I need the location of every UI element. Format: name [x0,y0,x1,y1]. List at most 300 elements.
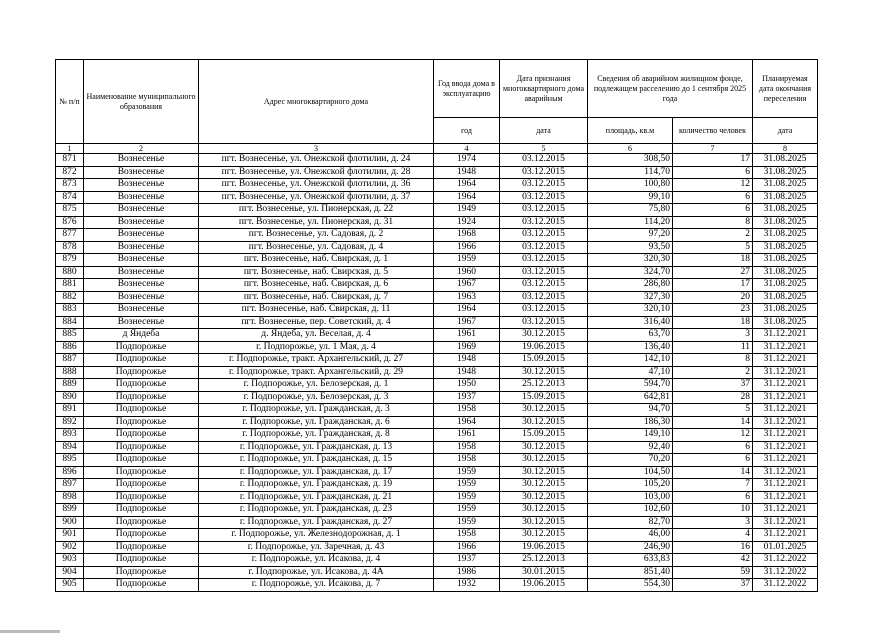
municipality-cell: Подпорожье [84,541,199,554]
table-row [56,466,818,479]
planned-date-cell: 31.08.2025 [753,279,818,292]
planned-date-cell: 31.08.2025 [753,216,818,229]
recognition-date-cell: 30.12.2015 [500,466,588,479]
recognition-date-cell: 30.01.2015 [500,566,588,579]
address-cell: г. Подпорожье, ул. Гражданская, д. 13 [199,441,434,454]
people-cell: 8 [673,354,753,367]
municipality-cell: Вознесенье [84,229,199,242]
column-number-row [56,144,818,154]
recognition-date-cell: 15.09.2015 [500,429,588,442]
year-cell: 1964 [434,304,500,317]
area-cell: 324,70 [588,266,673,279]
year-cell: 1967 [434,279,500,292]
area-cell: 633,83 [588,554,673,567]
people-cell: 3 [673,516,753,529]
row-number: 887 [56,354,84,367]
people-cell: 37 [673,579,753,592]
address-cell: г. Подпорожье, ул. Гражданская, д. 21 [199,491,434,504]
table-row [56,529,818,542]
people-cell: 10 [673,504,753,517]
area-cell: 46,00 [588,529,673,542]
row-number: 889 [56,379,84,392]
recognition-date-cell: 03.12.2015 [500,216,588,229]
planned-date-cell: 31.08.2025 [753,254,818,267]
municipality-cell: Вознесенье [84,191,199,204]
people-cell: 20 [673,291,753,304]
row-number: 882 [56,291,84,304]
area-cell: 93,50 [588,241,673,254]
address-cell: г. Подпорожье, ул. Белозерская, д. 3 [199,391,434,404]
municipality-cell: Подпорожье [84,404,199,417]
address-cell: пгт. Вознесенье, ул. Пионерская, д. 22 [199,204,434,217]
year-cell: 1964 [434,191,500,204]
people-cell: 6 [673,491,753,504]
recognition-date-cell: 30.12.2015 [500,491,588,504]
year-cell: 1963 [434,291,500,304]
table-row [56,479,818,492]
recognition-date-cell: 03.12.2015 [500,166,588,179]
planned-date-cell: 31.12.2021 [753,491,818,504]
recognition-date-cell: 30.12.2015 [500,366,588,379]
planned-date-cell: 31.12.2021 [753,329,818,342]
municipality-cell: Подпорожье [84,529,199,542]
year-cell: 1958 [434,529,500,542]
municipality-cell: Подпорожье [84,579,199,592]
subheader-people: количество человек [673,118,753,144]
table-row [56,491,818,504]
row-number: 893 [56,429,84,442]
address-cell: г. Подпорожье, ул. Железнодорожная, д. 1 [199,529,434,542]
area-cell: 104,50 [588,466,673,479]
table-row [56,266,818,279]
people-cell: 17 [673,279,753,292]
municipality-cell: Подпорожье [84,441,199,454]
year-cell: 1959 [434,516,500,529]
planned-date-cell: 31.12.2021 [753,341,818,354]
table-row [56,379,818,392]
area-cell: 851,40 [588,566,673,579]
column-number: 5 [500,144,588,154]
area-cell: 94,70 [588,404,673,417]
row-number: 872 [56,166,84,179]
municipality-cell: Подпорожье [84,354,199,367]
address-cell: г. Подпорожье, ул. Гражданская, д. 17 [199,466,434,479]
row-number: 900 [56,516,84,529]
people-cell: 12 [673,429,753,442]
people-cell: 27 [673,266,753,279]
recognition-date-cell: 03.12.2015 [500,204,588,217]
area-cell: 105,20 [588,479,673,492]
municipality-cell: Вознесенье [84,304,199,317]
people-cell: 11 [673,341,753,354]
area-cell: 114,70 [588,166,673,179]
area-cell: 82,70 [588,516,673,529]
planned-date-cell: 31.12.2021 [753,404,818,417]
planned-date-cell: 31.08.2025 [753,266,818,279]
people-cell: 2 [673,229,753,242]
column-number: 1 [56,144,84,154]
year-cell: 1959 [434,479,500,492]
address-cell: пгт. Вознесенье, наб. Свирская, д. 7 [199,291,434,304]
municipality-cell: Вознесенье [84,291,199,304]
area-cell: 642,81 [588,391,673,404]
year-cell: 1966 [434,541,500,554]
year-cell: 1937 [434,554,500,567]
address-cell: г. Подпорожье, ул. Белозерская, д. 1 [199,379,434,392]
address-cell: пгт. Вознесенье, ул. Онежской флотилии, д. 36 [199,179,434,192]
row-number: 904 [56,566,84,579]
area-cell: 63,70 [588,329,673,342]
municipality-cell: Подпорожье [84,454,199,467]
row-number: 905 [56,579,84,592]
people-cell: 5 [673,241,753,254]
year-cell: 1966 [434,241,500,254]
recognition-date-cell: 03.12.2015 [500,316,588,329]
municipality-cell: Подпорожье [84,554,199,567]
people-cell: 18 [673,316,753,329]
planned-date-cell: 31.12.2022 [753,579,818,592]
area-cell: 99,10 [588,191,673,204]
address-cell: пгт. Вознесенье, ул. Онежской флотилии, д. 28 [199,166,434,179]
planned-date-cell: 31.12.2021 [753,366,818,379]
municipality-cell: Подпорожье [84,341,199,354]
municipality-cell: Подпорожье [84,466,199,479]
row-number: 878 [56,241,84,254]
table-row [56,341,818,354]
year-cell: 1958 [434,404,500,417]
recognition-date-cell: 30.12.2015 [500,504,588,517]
area-cell: 103,00 [588,491,673,504]
recognition-date-cell: 03.12.2015 [500,291,588,304]
column-number: 7 [673,144,753,154]
area-cell: 75,80 [588,204,673,217]
area-cell: 594,70 [588,379,673,392]
table-row [56,441,818,454]
address-cell: пгт. Вознесенье, ул. Онежской флотилии, д. 24 [199,154,434,167]
planned-date-cell: 31.12.2021 [753,441,818,454]
year-cell: 1958 [434,454,500,467]
row-number: 874 [56,191,84,204]
housing-table [55,59,818,592]
year-cell: 1964 [434,416,500,429]
planned-date-cell: 31.12.2021 [753,429,818,442]
column-number: 3 [199,144,434,154]
header-municipality: Наименование муниципального образования [84,60,199,144]
planned-date-cell: 31.08.2025 [753,166,818,179]
planned-date-cell: 31.12.2021 [753,416,818,429]
recognition-date-cell: 03.12.2015 [500,229,588,242]
table-row [56,404,818,417]
municipality-cell: Вознесенье [84,216,199,229]
planned-date-cell: 31.12.2021 [753,466,818,479]
recognition-date-cell: 03.12.2015 [500,154,588,167]
table-row [56,316,818,329]
people-cell: 17 [673,154,753,167]
people-cell: 3 [673,329,753,342]
people-cell: 8 [673,216,753,229]
table-row [56,254,818,267]
planned-date-cell: 31.08.2025 [753,291,818,304]
table-body [56,144,818,592]
recognition-date-cell: 30.12.2015 [500,329,588,342]
municipality-cell: Подпорожье [84,504,199,517]
table-row [56,329,818,342]
address-cell: г. Подпорожье, ул. Гражданская, д. 15 [199,454,434,467]
row-number: 891 [56,404,84,417]
municipality-cell: Подпорожье [84,366,199,379]
row-number: 894 [56,441,84,454]
municipality-cell: Подпорожье [84,491,199,504]
year-cell: 1960 [434,266,500,279]
municipality-cell: Подпорожье [84,516,199,529]
area-cell: 136,40 [588,341,673,354]
people-cell: 6 [673,454,753,467]
row-number: 880 [56,266,84,279]
row-number: 899 [56,504,84,517]
area-cell: 286,80 [588,279,673,292]
subheader-date2: дата [753,118,818,144]
planned-date-cell: 31.08.2025 [753,316,818,329]
year-cell: 1986 [434,566,500,579]
planned-date-cell: 31.08.2025 [753,191,818,204]
area-cell: 149,10 [588,429,673,442]
year-cell: 1932 [434,579,500,592]
people-cell: 16 [673,541,753,554]
planned-date-cell: 01.01.2025 [753,541,818,554]
area-cell: 316,40 [588,316,673,329]
area-cell: 114,20 [588,216,673,229]
municipality-cell: Подпорожье [84,379,199,392]
people-cell: 14 [673,466,753,479]
people-cell: 6 [673,166,753,179]
address-cell: пгт. Вознесенье, ул. Онежской флотилии, д. 37 [199,191,434,204]
recognition-date-cell: 25.12.2013 [500,554,588,567]
recognition-date-cell: 03.12.2015 [500,179,588,192]
planned-date-cell: 31.12.2022 [753,566,818,579]
address-cell: г. Подпорожье, ул. Гражданская, д. 19 [199,479,434,492]
column-number: 2 [84,144,199,154]
recognition-date-cell: 15.09.2015 [500,391,588,404]
people-cell: 6 [673,191,753,204]
planned-date-cell: 31.12.2021 [753,529,818,542]
row-number: 898 [56,491,84,504]
address-cell: пгт. Вознесенье, пер. Советский, д. 4 [199,316,434,329]
recognition-date-cell: 03.12.2015 [500,241,588,254]
row-number: 884 [56,316,84,329]
table-row [56,191,818,204]
table-row [56,366,818,379]
scan-artifact [0,630,60,633]
subheader-date: дата [500,118,588,144]
row-number: 901 [56,529,84,542]
row-number: 903 [56,554,84,567]
address-cell: пгт. Вознесенье, ул. Пионерская, д. 31 [199,216,434,229]
recognition-date-cell: 30.12.2015 [500,529,588,542]
planned-date-cell: 31.08.2025 [753,154,818,167]
table-row [56,216,818,229]
address-cell: пгт. Вознесенье, наб. Свирская, д. 1 [199,254,434,267]
address-cell: г. Подпорожье, ул. Гражданская, д. 27 [199,516,434,529]
people-cell: 23 [673,304,753,317]
area-cell: 92,40 [588,441,673,454]
header-planned: Планируемая дата окончания переселения [753,60,818,118]
people-cell: 7 [673,479,753,492]
area-cell: 320,10 [588,304,673,317]
year-cell: 1961 [434,429,500,442]
planned-date-cell: 31.12.2021 [753,354,818,367]
recognition-date-cell: 15.09.2015 [500,354,588,367]
row-number: 895 [56,454,84,467]
municipality-cell: Подпорожье [84,479,199,492]
table-row [56,154,818,167]
recognition-date-cell: 03.12.2015 [500,254,588,267]
row-number: 879 [56,254,84,267]
address-cell: г. Подпорожье, ул. Гражданская, д. 8 [199,429,434,442]
people-cell: 12 [673,179,753,192]
planned-date-cell: 31.08.2025 [753,304,818,317]
recognition-date-cell: 30.12.2015 [500,416,588,429]
year-cell: 1967 [434,316,500,329]
row-number: 892 [56,416,84,429]
address-cell: г. Подпорожье, ул. Исакова, д. 7 [199,579,434,592]
planned-date-cell: 31.12.2021 [753,479,818,492]
area-cell: 102,60 [588,504,673,517]
municipality-cell: Вознесенье [84,241,199,254]
address-cell: г. Подпорожье, ул. Исакова, д. 4А [199,566,434,579]
table-row [56,166,818,179]
row-number: 885 [56,329,84,342]
table-row [56,541,818,554]
table-row [56,291,818,304]
address-cell: г. Подпорожье, тракт. Архангельский, д. 29 [199,366,434,379]
people-cell: 4 [673,529,753,542]
municipality-cell: Вознесенье [84,154,199,167]
table-row [56,579,818,592]
people-cell: 14 [673,416,753,429]
address-cell: пгт. Вознесенье, наб. Свирская, д. 5 [199,266,434,279]
people-cell: 6 [673,441,753,454]
planned-date-cell: 31.08.2025 [753,179,818,192]
recognition-date-cell: 03.12.2015 [500,191,588,204]
year-cell: 1969 [434,341,500,354]
table-row [56,391,818,404]
table-row [56,554,818,567]
year-cell: 1949 [434,204,500,217]
table-row [56,241,818,254]
column-number: 6 [588,144,673,154]
year-cell: 1948 [434,354,500,367]
people-cell: 42 [673,554,753,567]
municipality-cell: Вознесенье [84,279,199,292]
municipality-cell: Вознесенье [84,179,199,192]
row-number: 873 [56,179,84,192]
subheader-area: площадь, кв.м [588,118,673,144]
people-cell: 18 [673,254,753,267]
municipality-cell: Вознесенье [84,266,199,279]
planned-date-cell: 31.08.2025 [753,204,818,217]
address-cell: г. Подпорожье, тракт. Архангельский, д. 27 [199,354,434,367]
planned-date-cell: 31.12.2021 [753,379,818,392]
area-cell: 97,20 [588,229,673,242]
address-cell: г. Подпорожье, ул. Гражданская, д. 23 [199,504,434,517]
row-number: 877 [56,229,84,242]
planned-date-cell: 31.12.2021 [753,504,818,517]
year-cell: 1964 [434,179,500,192]
municipality-cell: Подпорожье [84,391,199,404]
year-cell: 1959 [434,504,500,517]
address-cell: г. Подпорожье, ул. Исакова, д. 4 [199,554,434,567]
address-cell: пгт. Вознесенье, ул. Садовая, д. 4 [199,241,434,254]
year-cell: 1950 [434,379,500,392]
address-cell: д. Яндеба, ул. Веселая, д. 4 [199,329,434,342]
people-cell: 28 [673,391,753,404]
table-row [56,179,818,192]
area-cell: 142,10 [588,354,673,367]
recognition-date-cell: 30.12.2015 [500,404,588,417]
area-cell: 186,30 [588,416,673,429]
people-cell: 2 [673,366,753,379]
address-cell: г. Подпорожье, ул. Заречная, д. 43 [199,541,434,554]
table-row [56,416,818,429]
people-cell: 6 [673,204,753,217]
address-cell: г. Подпорожье, ул. 1 Мая, д. 4 [199,341,434,354]
row-number: 876 [56,216,84,229]
planned-date-cell: 31.08.2025 [753,229,818,242]
year-cell: 1974 [434,154,500,167]
area-cell: 47,10 [588,366,673,379]
table-row [56,354,818,367]
table-row [56,566,818,579]
municipality-cell: Вознесенье [84,166,199,179]
year-cell: 1924 [434,216,500,229]
recognition-date-cell: 03.12.2015 [500,279,588,292]
address-cell: пгт. Вознесенье, ул. Садовая, д. 2 [199,229,434,242]
address-cell: г. Подпорожье, ул. Гражданская, д. 3 [199,404,434,417]
row-number: 883 [56,304,84,317]
people-cell: 59 [673,566,753,579]
document-page [55,59,818,592]
address-cell: пгт. Вознесенье, наб. Свирская, д. 6 [199,279,434,292]
recognition-date-cell: 19.06.2015 [500,579,588,592]
recognition-date-cell: 30.12.2015 [500,454,588,467]
area-cell: 246,90 [588,541,673,554]
row-number: 875 [56,204,84,217]
municipality-cell: Подпорожье [84,429,199,442]
header-num: № п/п [56,60,84,144]
row-number: 897 [56,479,84,492]
year-cell: 1961 [434,329,500,342]
area-cell: 70,20 [588,454,673,467]
municipality-cell: Подпорожье [84,416,199,429]
table-row [56,516,818,529]
table-row [56,204,818,217]
row-number: 871 [56,154,84,167]
recognition-date-cell: 30.12.2015 [500,441,588,454]
planned-date-cell: 31.12.2022 [753,554,818,567]
year-cell: 1958 [434,441,500,454]
year-cell: 1959 [434,466,500,479]
header-info: Сведения об аварийном жилищном фонде, подлежащем расселению до 1 сентября 2025 года [588,60,753,118]
planned-date-cell: 31.12.2021 [753,516,818,529]
table-row [56,504,818,517]
table-row [56,429,818,442]
recognition-date-cell: 19.06.2015 [500,541,588,554]
recognition-date-cell: 19.06.2015 [500,341,588,354]
municipality-cell: Вознесенье [84,254,199,267]
header-address: Адрес многоквартирного дома [199,60,434,144]
area-cell: 308,50 [588,154,673,167]
year-cell: 1937 [434,391,500,404]
